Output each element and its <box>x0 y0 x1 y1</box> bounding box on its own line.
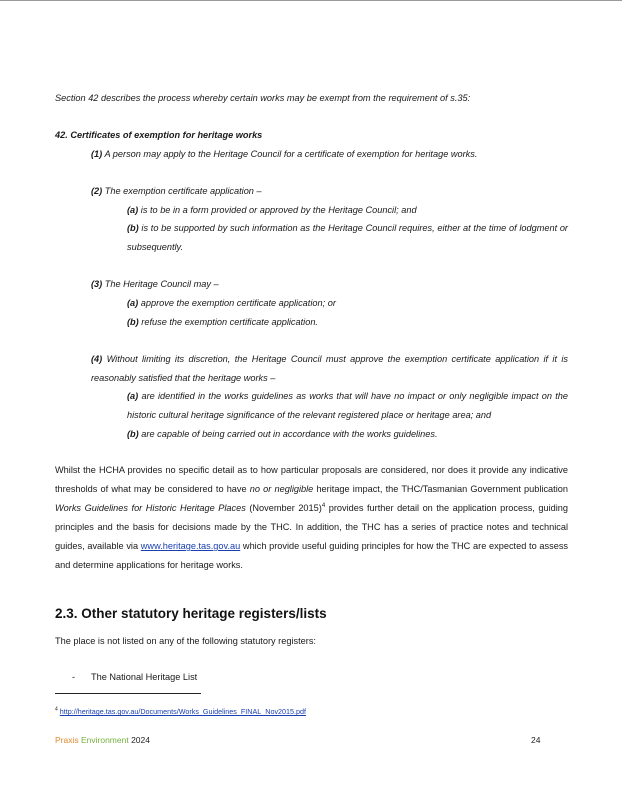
subsection-2b <box>127 219 568 257</box>
top-border <box>0 0 622 1</box>
list-bullet: - <box>72 672 76 682</box>
body-paragraph <box>55 461 568 575</box>
subsection-1-text: A person may apply to the Heritage Council for a certificate of exemption for heritage works. <box>102 149 478 159</box>
subsection-2b-number: (b) <box>127 223 139 233</box>
section-42-heading <box>55 126 568 145</box>
subsection-4b <box>127 425 568 444</box>
footer-brand <box>55 735 150 745</box>
body-text-3: (November 2015) <box>245 503 322 513</box>
body-text-5: which provide useful guiding principles for how the THC are expected to assess and determine applications for heritage works. <box>55 541 569 570</box>
subsection-4b-number: (b) <box>127 429 139 439</box>
page-number: 24 <box>531 735 541 745</box>
subsection-4-number: (4) <box>91 354 103 364</box>
subsection-2b-text: is to be supported by such information as the Heritage Council requires, either at the time of lodgment or subsequently. <box>127 223 568 252</box>
subsection-2-text: The exemption certificate application – <box>102 186 262 196</box>
footer-praxis: Praxis <box>55 735 79 745</box>
subsection-4b-text: are capable of being carried out in accordance with the works guidelines. <box>138 429 438 439</box>
section-2-3-heading: 2.3. Other statutory heritage registers/lists <box>55 606 327 621</box>
subsection-3-text: The Heritage Council may – <box>102 279 219 289</box>
footnote-link[interactable]: http://heritage.tas.gov.au/Documents/Works_Guidelines_FINAL_Nov2015.pdf <box>59 707 307 716</box>
heritage-website-link[interactable]: www.heritage.tas.gov.au <box>140 541 241 551</box>
body-emphasis-negligible: no or negligible <box>249 484 314 494</box>
subsection-2-number: (2) <box>91 186 103 196</box>
subsection-3b <box>127 313 568 332</box>
subsection-3-number: (3) <box>91 279 103 289</box>
subsection-1 <box>91 145 568 164</box>
list-item-national-heritage-list: The National Heritage List <box>91 672 198 682</box>
subsection-3a-number: (a) <box>127 298 139 308</box>
subsection-2a-number: (a) <box>127 205 139 215</box>
body-text-2: heritage impact, the THC/Tasmanian Government publication <box>313 484 568 494</box>
subsection-3a-text: approve the exemption certificate application; or <box>138 298 336 308</box>
footnote-reference[interactable]: 4 <box>321 502 326 509</box>
subsection-1-number: (1) <box>91 149 103 159</box>
subsection-4a-text: are identified in the works guidelines as works that will have no impact or only negligible impact on the historic cultural heritage significance of the relevant registered place or heritage area; and <box>127 391 568 420</box>
body-text-1: Whilst the HCHA provides no specific detail as to how particular proposals are considered, nor does it provide any indicative thresholds of what may be considered to have <box>55 465 568 494</box>
registers-intro: The place is not listed on any of the following statutory registers: <box>55 636 316 646</box>
subsection-3 <box>91 275 568 294</box>
subsection-2 <box>91 182 568 201</box>
footnote-separator <box>55 693 201 694</box>
footer-environment: Environment <box>78 735 129 745</box>
subsection-4 <box>91 350 568 388</box>
footnote <box>55 707 306 716</box>
footer-year: 2024 <box>128 735 150 745</box>
subsection-3b-text: refuse the exemption certificate application. <box>138 317 318 327</box>
footnote-number: 4 <box>55 706 58 713</box>
section-42-title: 42. Certificates of exemption for heritage works <box>55 130 263 140</box>
subsection-4a-number: (a) <box>127 391 139 401</box>
subsection-4a <box>127 387 568 425</box>
subsection-2a-text: is to be in a form provided or approved by the Heritage Council; and <box>138 205 417 215</box>
body-text-4: provides further detail on the application process, guiding principles and the basis for decisions made by the THC. In addition, the THC has a series of practice notes and technical guides, available via <box>55 503 569 551</box>
publication-title: Works Guidelines for Historic Heritage Places <box>55 503 246 513</box>
intro-paragraph: Section 42 describes the process whereby certain works may be exempt from the requirement of s.35: <box>55 93 471 103</box>
subsection-2a <box>127 201 568 220</box>
subsection-4-text: Without limiting its discretion, the Heritage Council must approve the exemption certificate application if it is reasonably satisfied that the heritage works – <box>91 354 568 383</box>
subsection-3a <box>127 294 568 313</box>
subsection-3b-number: (b) <box>127 317 139 327</box>
